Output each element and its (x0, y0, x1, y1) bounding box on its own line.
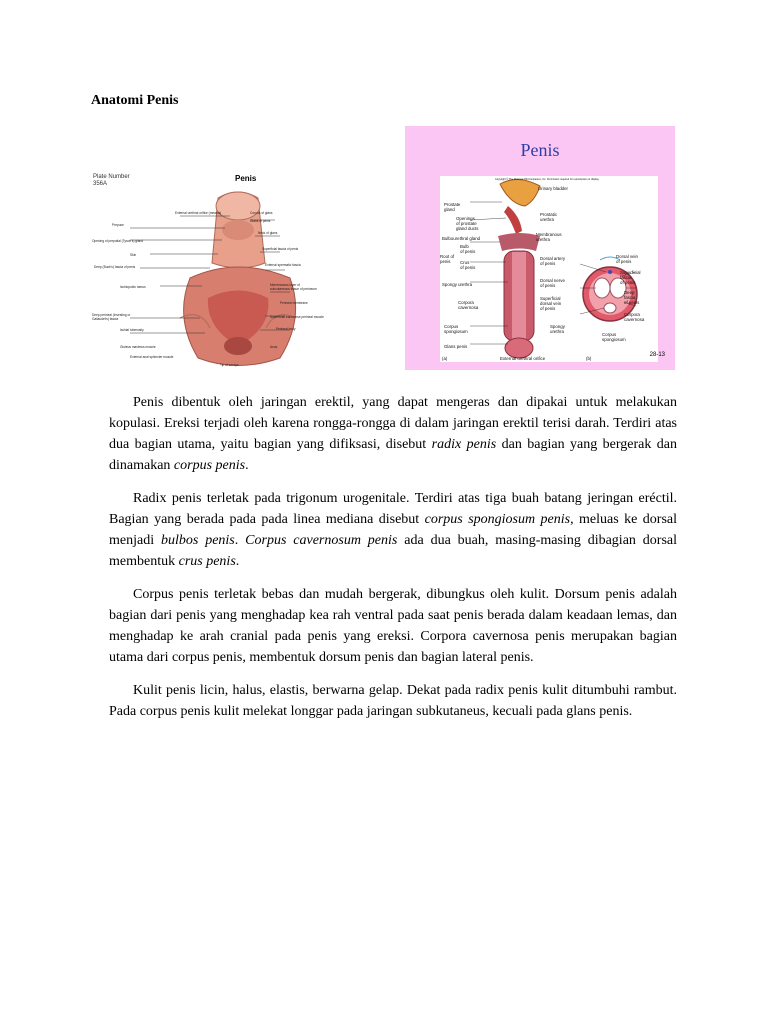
svg-text:External urethral orifice (mea: External urethral orifice (meatus) (175, 211, 222, 215)
svg-text:of penis: of penis (624, 300, 640, 305)
italic-term: crus penis (178, 554, 236, 569)
svg-text:Bulbourethral gland: Bulbourethral gland (442, 236, 481, 241)
text-run: . (245, 458, 249, 473)
svg-text:of penis: of penis (460, 265, 476, 270)
svg-text:Membranous: Membranous (536, 232, 562, 237)
svg-text:of penis: of penis (620, 280, 636, 285)
svg-text:cavernosa: cavernosa (624, 317, 645, 322)
italic-term: Corpus cavernosum penis (245, 533, 398, 548)
svg-text:Dorsal nerve: Dorsal nerve (540, 278, 565, 283)
svg-text:Deep perineal (Investing or: Deep perineal (Investing or (92, 313, 131, 317)
body-paragraph (109, 392, 677, 476)
body-paragraph (109, 680, 677, 722)
svg-text:Gluteus maximus muscle: Gluteus maximus muscle (120, 345, 156, 349)
svg-text:of penis: of penis (540, 283, 556, 288)
italic-term: bulbos penis (160, 533, 235, 548)
plate-title: Penis (235, 174, 257, 183)
svg-text:Neck of glans: Neck of glans (258, 231, 278, 235)
svg-text:External urethral orifice: External urethral orifice (500, 356, 546, 361)
svg-text:spongiosum: spongiosum (444, 329, 468, 334)
slide-inner-panel (440, 176, 658, 362)
svg-text:Corpora: Corpora (624, 312, 640, 317)
svg-text:fascia: fascia (620, 275, 632, 280)
svg-text:dorsal vein: dorsal vein (540, 301, 562, 306)
svg-text:Ischial tuberosity: Ischial tuberosity (120, 328, 144, 332)
svg-text:gland: gland (444, 207, 455, 212)
svg-text:of penis: of penis (616, 259, 632, 264)
slide-title: Penis (520, 140, 560, 160)
svg-text:of prostate: of prostate (456, 221, 477, 226)
text-run: Corpus penis terletak bebas dan mudah bergerak, dibungkus oleh kulit. Dorsum penis adalah bagian dari penis yang menghadap kea rah ventral pada saat penis berada dalam keadaan lemas, dan menghadap ke arah cranial pada penis yang ereksi. Corpora cavernosa penis merupakan bagian utama dari corpus penis, membentuk dorsum penis dan bagian lateral penis. (109, 587, 677, 665)
slide-illustration (440, 176, 658, 362)
italic-term: corpus penis (173, 458, 246, 473)
svg-text:Superficial: Superficial (540, 296, 561, 301)
svg-text:Deep (Buck's) fascia of penis: Deep (Buck's) fascia of penis (94, 265, 136, 269)
svg-text:of penis: of penis (540, 261, 556, 266)
body-paragraph (109, 584, 677, 668)
svg-text:subcutaneous tissue of perineu: subcutaneous tissue of perineum (270, 287, 317, 291)
svg-text:of penis: of penis (460, 249, 476, 254)
text-run: ada dua buah, masing-masing dibagian dorsal membentuk (109, 533, 678, 569)
svg-text:Dorsal vein: Dorsal vein (616, 254, 638, 259)
svg-text:Spongy urethra: Spongy urethra (442, 282, 473, 287)
svg-text:Root of: Root of (440, 254, 455, 259)
figure-number: 28-13 (649, 352, 665, 358)
svg-text:Corpus: Corpus (444, 324, 459, 329)
svg-text:Prepuce: Prepuce (112, 223, 124, 227)
svg-text:Perineal membrane: Perineal membrane (280, 301, 308, 305)
text-run: Kulit penis licin, halus, elastis, berwarna gelap. Dekat pada radix penis kulit ditumbuhi rambut. Pada corpus penis kulit melekat longgar pada jaringan subkutaneus, kecuali pada glans penis. (109, 683, 677, 719)
svg-text:Urinary bladder: Urinary bladder (538, 186, 569, 191)
svg-text:Anus: Anus (270, 345, 278, 349)
italic-term: corpus spongiosum penis (424, 512, 571, 527)
svg-text:(b): (b) (586, 356, 592, 361)
svg-text:urethra: urethra (540, 217, 554, 222)
svg-text:Openings: Openings (456, 216, 475, 221)
plate-number: Plate Number 356A (93, 174, 130, 187)
svg-text:of penis: of penis (540, 306, 556, 311)
text-run: . (235, 554, 240, 569)
penis-slide-figure (405, 126, 675, 370)
svg-text:Ischiopubic ramus: Ischiopubic ramus (120, 285, 146, 289)
svg-text:Spongy: Spongy (550, 324, 565, 329)
svg-text:Membranous layer of: Membranous layer of (270, 283, 300, 287)
svg-text:Prostatic: Prostatic (540, 212, 558, 217)
text-run: . (234, 533, 246, 548)
svg-text:Superficial transverse perinea: Superficial transverse perineal muscle (270, 315, 324, 319)
svg-text:Tip of coccyx: Tip of coccyx (220, 363, 239, 367)
svg-text:Perineal body: Perineal body (276, 327, 296, 331)
svg-text:(a): (a) (442, 356, 448, 361)
svg-text:Copyright © The McGraw-Hill Co: Copyright © The McGraw-Hill Companies, Inc. Permission required for reproduction or display. (495, 178, 600, 181)
svg-text:gland ducts: gland ducts (456, 226, 479, 231)
text-run: dan bagian yang bergerak dan dinamakan (109, 437, 678, 473)
svg-text:urethra: urethra (550, 329, 564, 334)
svg-text:Glans penis: Glans penis (444, 344, 468, 349)
document-title: Anatomi Penis (91, 93, 179, 108)
svg-text:spongiosum: spongiosum (602, 337, 626, 342)
svg-text:Corpus: Corpus (602, 332, 617, 337)
svg-text:Bulb: Bulb (460, 244, 469, 249)
svg-text:Superficial: Superficial (620, 270, 641, 275)
svg-text:fascia: fascia (624, 295, 636, 300)
text-run: , meluas ke dorsal menjadi (109, 512, 678, 548)
body-text (109, 392, 677, 734)
svg-text:External spermatic fascia: External spermatic fascia (265, 263, 301, 267)
svg-text:Deep: Deep (624, 290, 635, 295)
svg-text:Prostate: Prostate (444, 202, 461, 207)
italic-term: radix penis (431, 437, 497, 452)
svg-text:Corpora: Corpora (458, 300, 474, 305)
svg-text:Dorsal artery: Dorsal artery (540, 256, 566, 261)
svg-text:cavernosa: cavernosa (458, 305, 479, 310)
svg-text:urethra: urethra (536, 237, 550, 242)
svg-text:Superficial fascia of penis: Superficial fascia of penis (262, 247, 299, 251)
svg-text:Gallaudet's) fascia: Gallaudet's) fascia (92, 317, 119, 321)
penis-anatomy-plate-figure (90, 168, 365, 373)
svg-text:Crus: Crus (460, 260, 470, 265)
svg-text:penis: penis (440, 259, 451, 264)
svg-text:External anal sphincter muscle: External anal sphincter muscle (130, 355, 174, 359)
text-run: Radix penis terletak pada trigonum urogenitale. Terdiri atas tiga buah batang jeringan eréctil. Bagian yang berada pada pada linea mediana disebut (109, 491, 677, 527)
svg-text:Opening of preputial (Tyson's): Opening of preputial (Tyson's) gland (92, 239, 144, 243)
svg-text:Skin: Skin (130, 253, 137, 257)
plate-illustration (90, 168, 365, 373)
text-run: Penis dibentuk oleh jaringan erektil, yang dapat mengeras dan dipakai untuk melakukan kopulasi. Ereksi terjadi oleh karena rongga-rongga di dalam jaringan erektil terisi darah. Terdiri atas dua bagian utama, yaitu bagian yang difiksasi, disebut (109, 395, 677, 452)
svg-text:Corona of glans: Corona of glans (250, 211, 273, 215)
body-paragraph (109, 488, 677, 572)
svg-text:Glans of penis: Glans of penis (250, 219, 271, 223)
